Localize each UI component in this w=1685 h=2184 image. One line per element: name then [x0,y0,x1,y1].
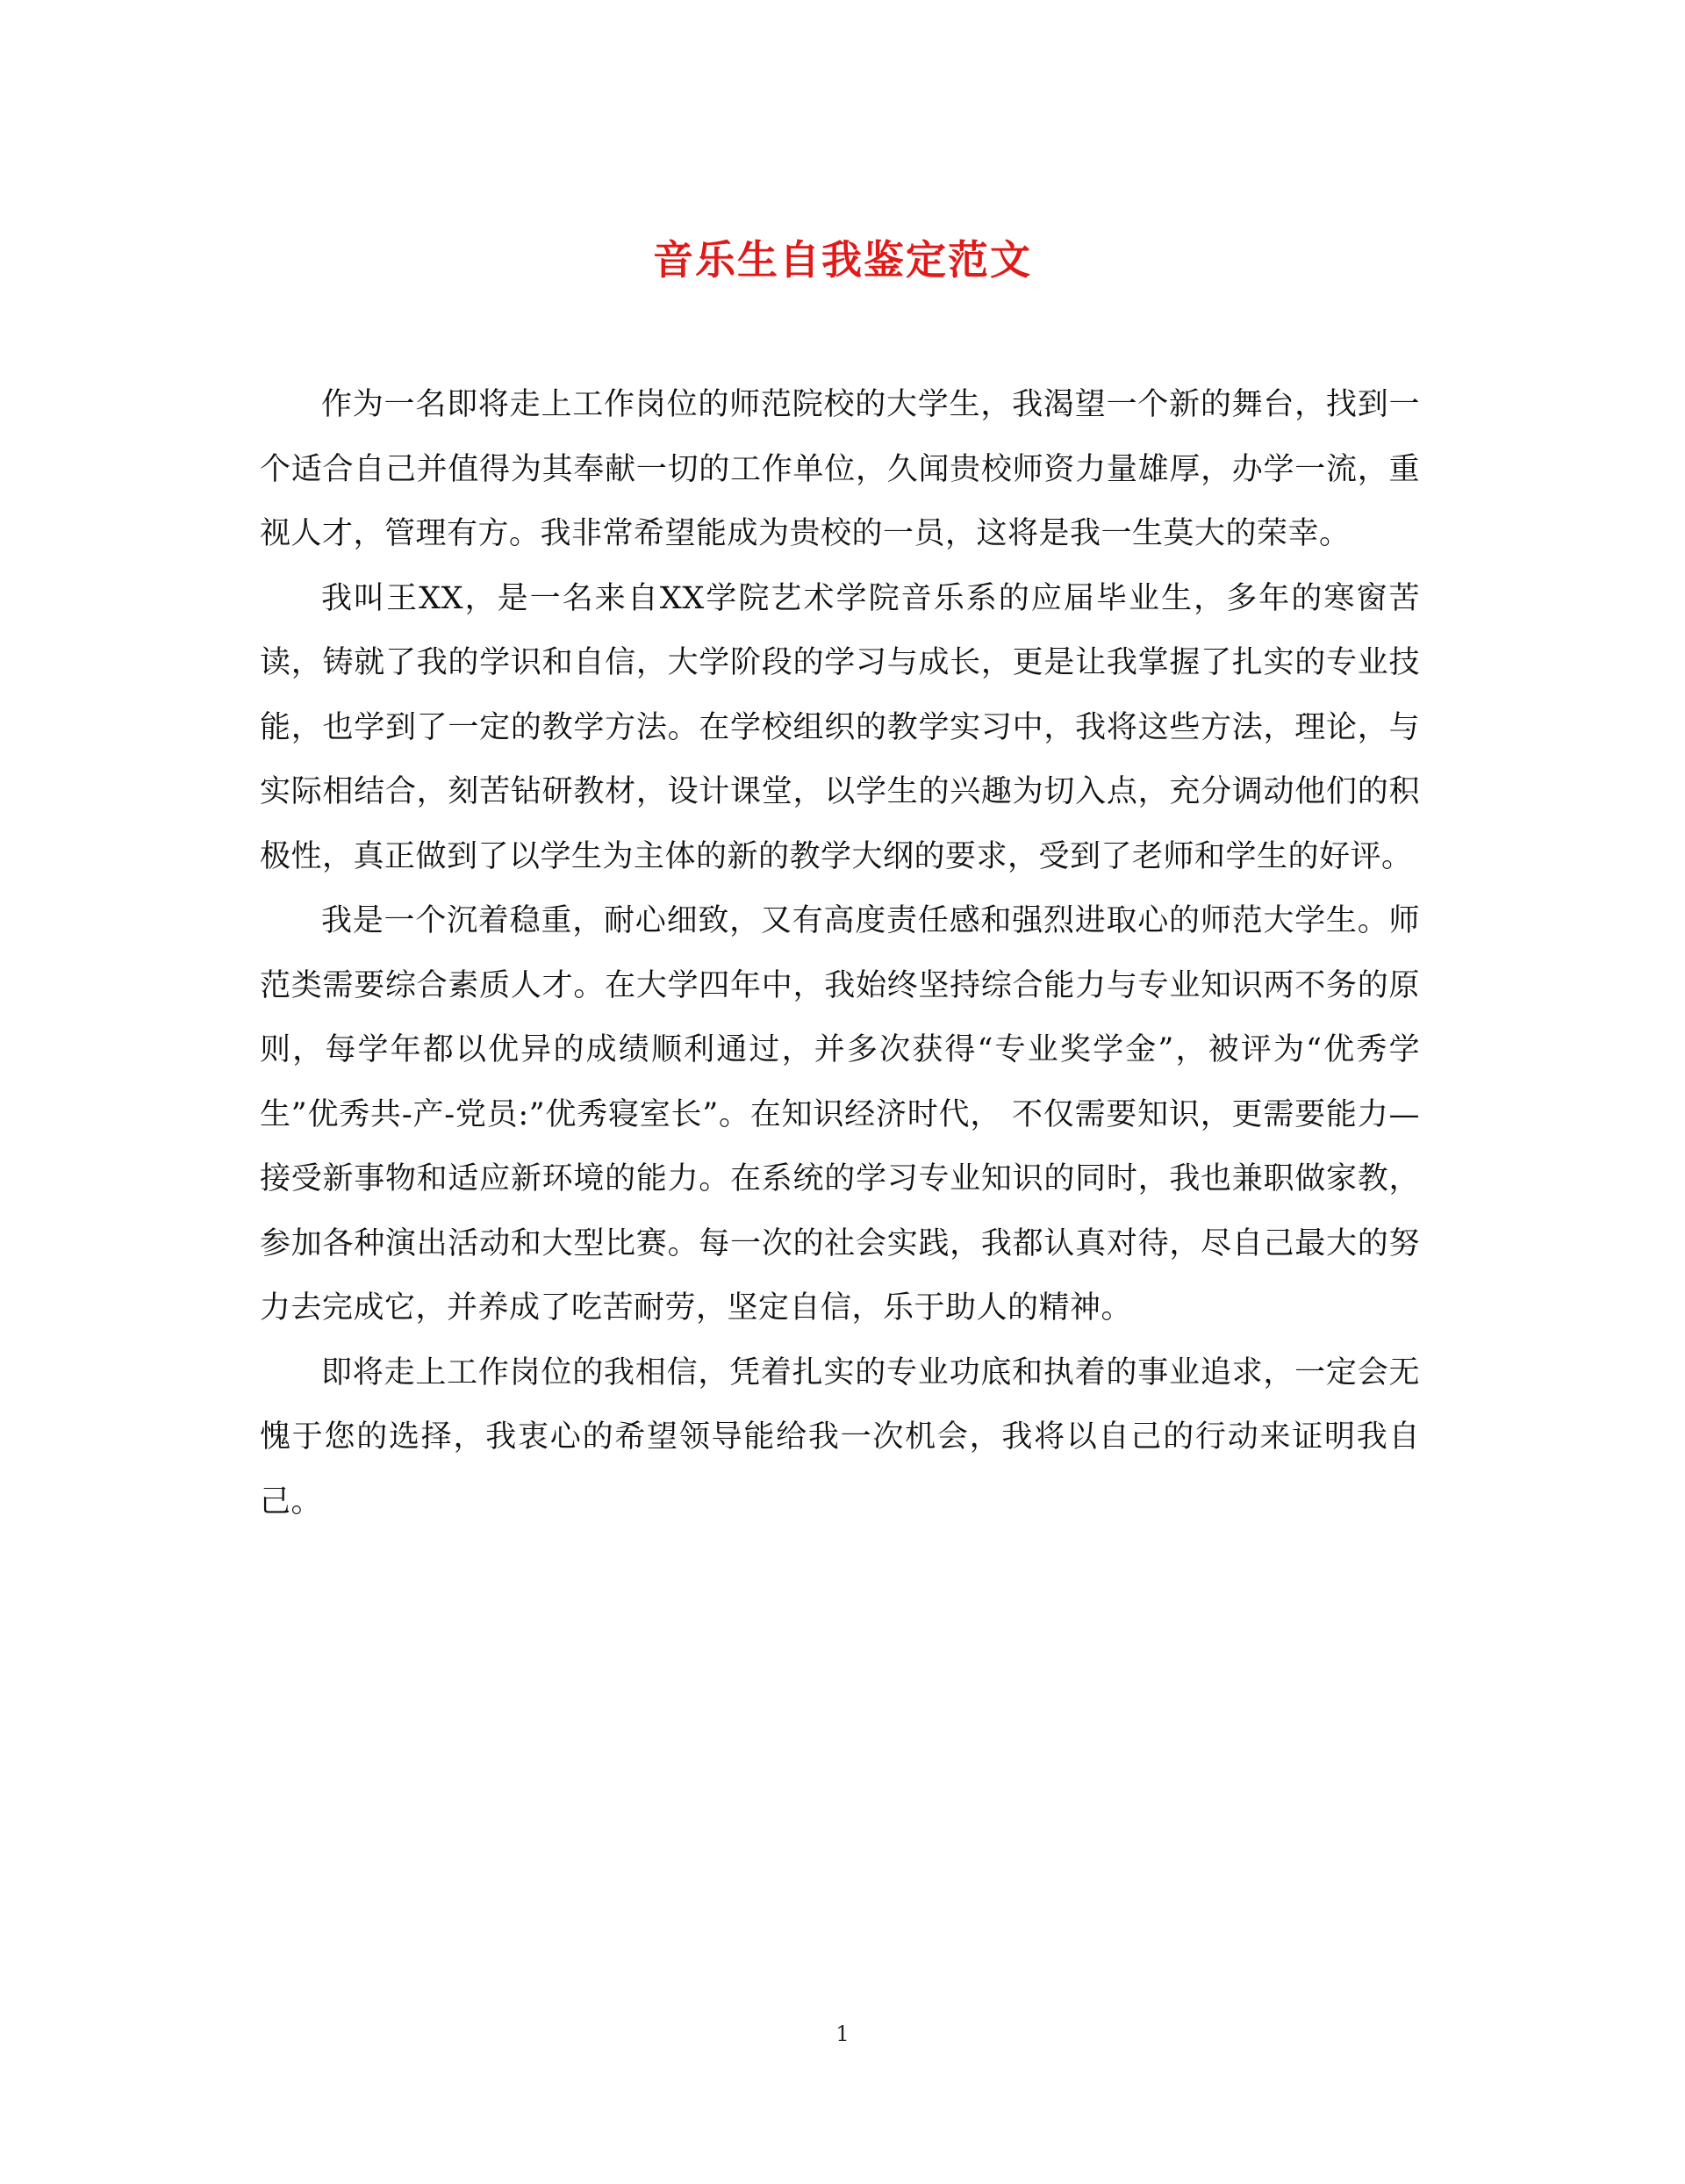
page-number: 1 [835,2022,850,2046]
paragraph-4: 即将走上工作岗位的我相信，凭着扎实的专业功底和执着的事业追求，一定会无愧于您的选择，我衷心的希望领导能给我一次机会，我将以自己的行动来证明我自己。 [260,1354,1420,1519]
document-title: 音乐生自我鉴定范文 [653,236,1032,284]
document-body [260,373,1420,1534]
paragraph-3: 我是一个沉着稳重，耐心细致，又有高度责任感和强烈进取心的师范大学生。师范类需要综合素质人才。在大学四年中，我始终坚持综合能力与专业知识两不务的原则，每学年都以优异的成绩顺利通过，并多次获得“专业奖学金”，被评为“优秀学生”优秀共-产-党员:”优秀寝室长”。在知识经济时代， 不仅需要知识，更需要能力—接受新事物和适应新环境的能力。在系统的学习专业知识的同时，我也兼职做家教，参加各种演出活动和大型比赛。每一次的社会实践，我都认真对待，尽自己最大的努力去完成它，并养成了吃苦耐劳，坚定自信，乐于助人的精神。 [260,903,1420,1325]
paragraph-1: 作为一名即将走上工作岗位的师范院校的大学生，我渴望一个新的舞台，找到一个适合自己并值得为其奉献一切的工作单位，久闻贵校师资力量雄厚，办学一流，重视人才，管理有方。我非常希望能成为贵校的一员，这将是我一生莫大的荣幸。 [260,387,1420,551]
paragraph-2: 我叫王XX，是一名来自XX学院艺术学院音乐系的应届毕业生，多年的寒窗苦读，铸就了我的学识和自信，大学阶段的学习与成长，更是让我掌握了扎实的专业技能，也学到了一定的教学方法。在学校组织的教学实习中，我将这些方法，理论，与实际相结合，刻苦钻研教材，设计课堂，以学生的兴趣为切入点，充分调动他们的积极性，真正做到了以学生为主体的新的教学大纲的要求，受到了老师和学生的好评。 [260,580,1420,874]
